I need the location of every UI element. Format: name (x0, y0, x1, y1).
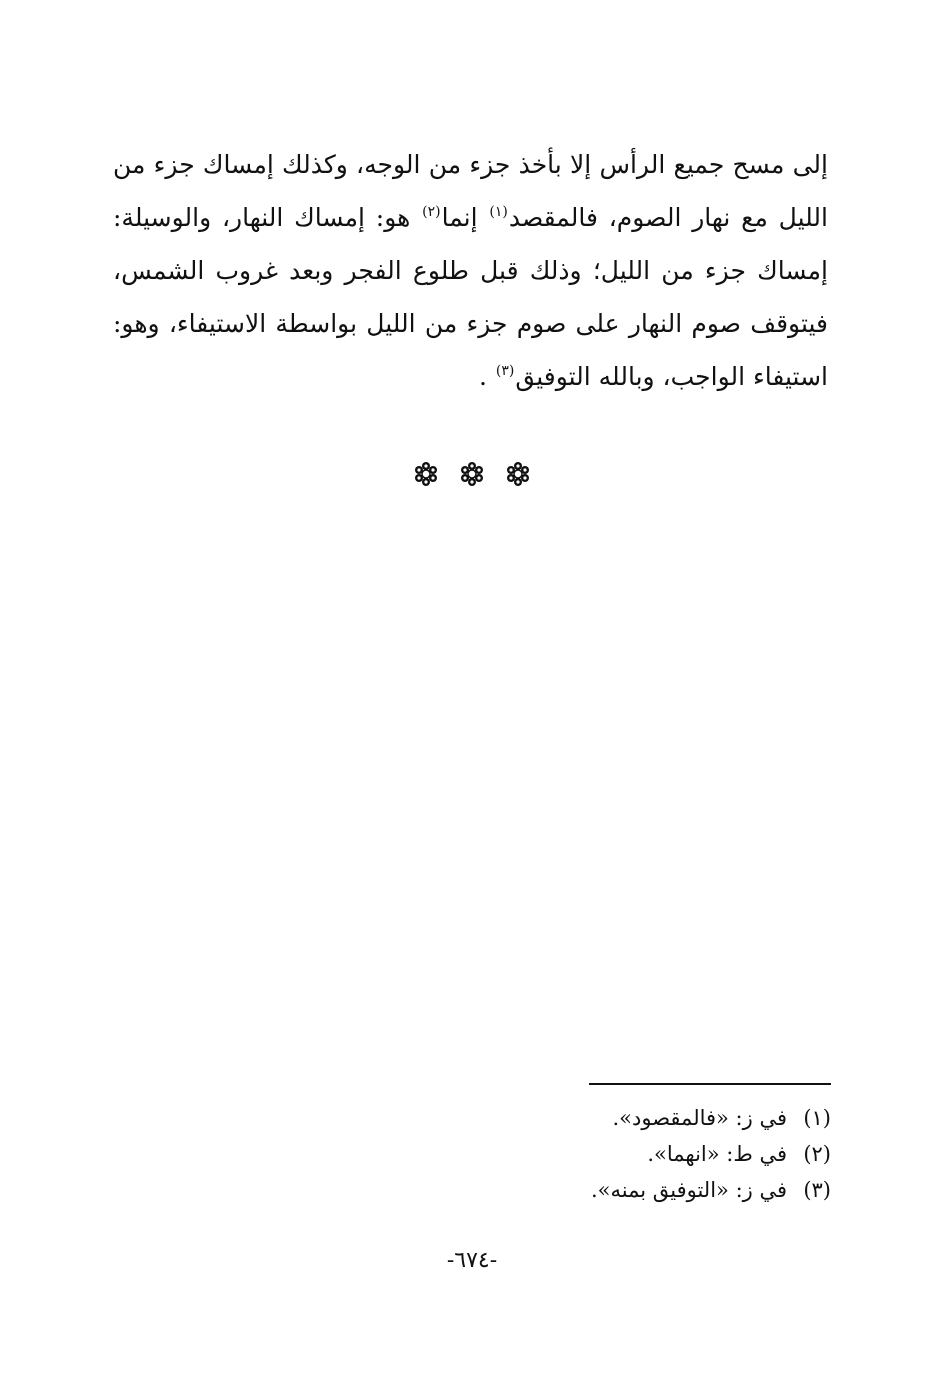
footnote-text: في ز: «فالمقصود». (612, 1106, 787, 1130)
text-segment: الليل مع نهار الصوم، فالمقصد (508, 203, 828, 232)
footnote-marker: (١) (489, 204, 508, 220)
text-segment: إنما (441, 203, 489, 232)
flower-ornament-icon (413, 461, 439, 487)
page-number: -٦٧٤- (446, 1248, 498, 1273)
text-segment: . (478, 362, 495, 391)
footnote-item (411, 1172, 831, 1208)
main-text (113, 138, 828, 403)
text-line (113, 138, 828, 191)
footnote-number: (٣) (803, 1178, 831, 1202)
text-line (113, 244, 828, 297)
footnote-separator (589, 1083, 831, 1085)
flower-ornament-icon (459, 461, 485, 487)
footnote-marker: (٢) (422, 204, 441, 220)
footnote-text: في ط: «انهما». (647, 1142, 787, 1166)
text-segment: استيفاء الواجب، وبالله التوفيق (515, 362, 828, 391)
text-segment: هو: إمساك النهار، والوسيلة: (113, 203, 422, 232)
text-line (113, 350, 828, 403)
text-segment: إلى مسح جميع الرأس إلا بأخذ جزء من الوجه، وكذلك إمساك جزء من (113, 150, 828, 179)
section-divider (0, 461, 944, 491)
text-segment: إمساك جزء من الليل؛ وذلك قبل طلوع الفجر وبعد غروب الشمس، (113, 256, 828, 285)
footnote-marker: (٣) (495, 363, 515, 379)
text-line (113, 297, 828, 350)
footnote-item (411, 1100, 831, 1136)
text-line (113, 191, 828, 244)
footnote-number: (١) (803, 1106, 831, 1130)
footnote-item (411, 1136, 831, 1172)
footnote-number: (٢) (803, 1142, 831, 1166)
flower-ornament-icon (505, 461, 531, 487)
text-segment: فيتوقف صوم النهار على صوم جزء من الليل بواسطة الاستيفاء، وهو: (113, 309, 828, 338)
footnote-text: في ز: «التوفيق بمنه». (590, 1178, 787, 1202)
footnotes (411, 1100, 831, 1208)
